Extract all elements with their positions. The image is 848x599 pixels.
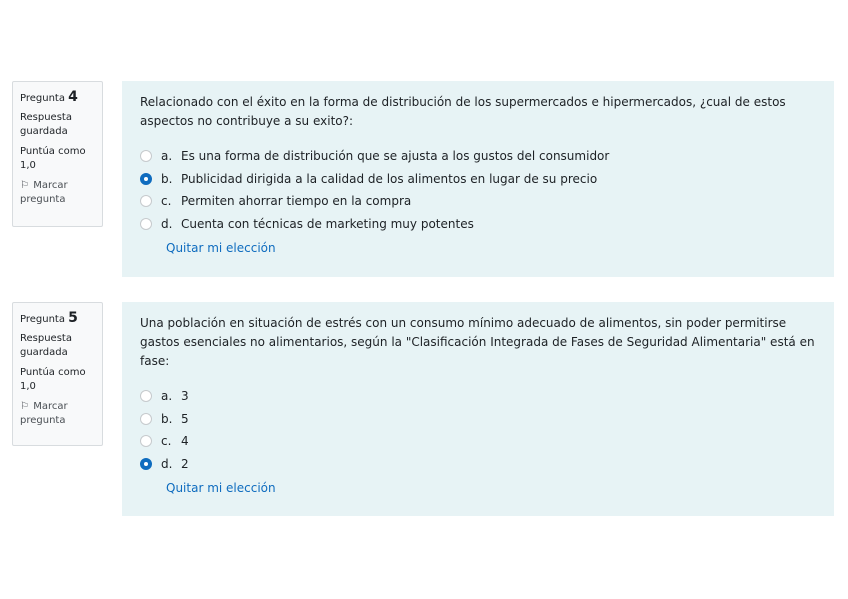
- answer-option-a[interactable]: [140, 145, 816, 168]
- answer-option-c[interactable]: [140, 190, 816, 213]
- radio-button-selected[interactable]: [140, 173, 152, 185]
- answer-letter: a.: [161, 389, 173, 404]
- answer-letter: c.: [161, 434, 172, 449]
- question-state: Respuesta guardada: [20, 112, 72, 137]
- flag-icon: ⚐: [20, 180, 29, 191]
- radio-button[interactable]: [140, 218, 152, 230]
- answer-letter: c.: [161, 194, 172, 209]
- answer-option-a[interactable]: [140, 385, 816, 408]
- question-number-line: [20, 311, 96, 327]
- answer-text: 5: [181, 411, 189, 426]
- answer-text: Permiten ahorrar tiempo en la compra: [181, 194, 412, 209]
- answer-option-b[interactable]: [140, 168, 816, 191]
- answer-option-d[interactable]: [140, 453, 816, 476]
- question-info-panel: [12, 81, 103, 227]
- question-label: Pregunta: [20, 314, 65, 325]
- answer-letter: a.: [161, 149, 173, 164]
- question-state: Respuesta guardada: [20, 333, 72, 358]
- question-grade: Puntúa como 1,0: [20, 146, 86, 171]
- question-grade: Puntúa como 1,0: [20, 367, 86, 392]
- question-info-panel: [12, 302, 103, 446]
- answer-text: 3: [181, 389, 189, 404]
- flag-question-button[interactable]: [20, 179, 96, 207]
- answer-option-c[interactable]: [140, 430, 816, 453]
- clear-choice-link[interactable]: Quitar mi elección: [166, 481, 276, 495]
- flag-label: Marcar pregunta: [20, 180, 68, 205]
- flag-label: Marcar pregunta: [20, 401, 68, 426]
- radio-button-selected[interactable]: [140, 458, 152, 470]
- radio-button[interactable]: [140, 413, 152, 425]
- question-label: Pregunta: [20, 93, 65, 104]
- question-number: 5: [68, 310, 78, 326]
- question-number: 4: [68, 89, 78, 105]
- radio-button[interactable]: [140, 390, 152, 402]
- question-number-line: [20, 90, 96, 106]
- question-text: Una población en situación de estrés con un consumo mínimo adecuado de alimentos, sin poder permitirse gastos esenciales no alimentarios, según la "Clasificación Integrada de Fases de Seguridad Alimentaria" está en fase:: [140, 316, 815, 368]
- question-content: [122, 302, 834, 516]
- radio-button[interactable]: [140, 435, 152, 447]
- answer-list: [140, 145, 816, 235]
- answer-letter: d.: [161, 456, 173, 471]
- answer-letter: b.: [161, 171, 173, 186]
- answer-option-d[interactable]: [140, 213, 816, 236]
- radio-button[interactable]: [140, 150, 152, 162]
- answer-list: [140, 385, 816, 475]
- radio-button[interactable]: [140, 195, 152, 207]
- answer-text: 2: [181, 456, 189, 471]
- clear-choice-link[interactable]: Quitar mi elección: [166, 241, 276, 255]
- question-content: [122, 81, 834, 277]
- answer-text: Publicidad dirigida a la calidad de los alimentos en lugar de su precio: [181, 171, 598, 186]
- answer-letter: d.: [161, 216, 173, 231]
- answer-text: 4: [181, 434, 189, 449]
- answer-text: Es una forma de distribución que se ajusta a los gustos del consumidor: [181, 149, 610, 164]
- flag-icon: ⚐: [20, 401, 29, 412]
- question-text: Relacionado con el éxito en la forma de distribución de los supermercados e hipermercados, ¿cual de estos aspectos no contribuye a su exito?:: [140, 95, 786, 128]
- flag-question-button[interactable]: [20, 400, 96, 428]
- answer-option-b[interactable]: [140, 408, 816, 431]
- answer-letter: b.: [161, 411, 173, 426]
- answer-text: Cuenta con técnicas de marketing muy potentes: [181, 216, 474, 231]
